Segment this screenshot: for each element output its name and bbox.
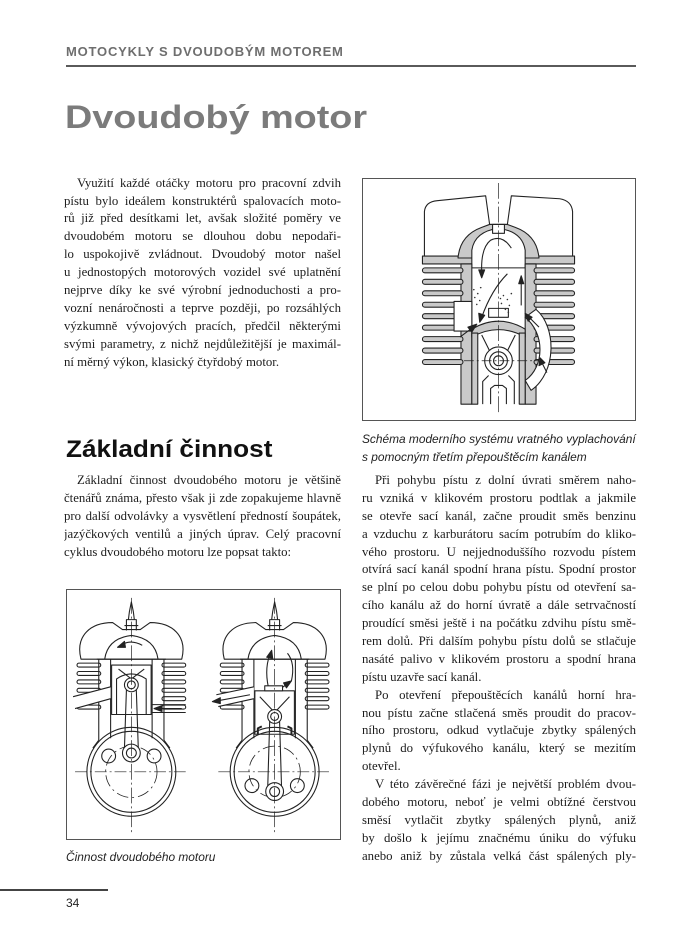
text-line: se plní po celou dobu pohybu pístu od otevření sa- [362,580,636,595]
text-line: ru vzniká v klikovém prostoru podtlak a jakmile [362,490,636,505]
paragraph [362,687,636,776]
text-line: cyklus dvoudobého motoru lze popsat takto: [64,544,292,559]
text-line: u jednostopých motorových vozidel své uplatnění [64,265,341,280]
text-line: nejprve díky ke své výrobní jednoduchosti a pro- [64,283,341,298]
text-line: cího kanálu až do horní úvratě a dále setrvačností [362,598,636,613]
figure-engine-operation [66,589,341,840]
text-line: ního prostoru, odkud vytlačuje zbytky spálených [362,723,636,738]
text-line: svými parametry, z nichž nejdůležitější je maximál- [64,336,341,351]
text-line: jazýčkových ventilů a jiných úprav. Celý pracovní [64,526,341,541]
page-title: Dvoudobý motor [65,99,368,135]
text-line: nou pístu začne stlačená směs proudit do pracov- [362,705,636,720]
figure-caption-operation: Činnost dvoudobého motoru [66,849,216,864]
text-line: pístu bylo ideálem konstruktérů spalovacích moto- [64,193,341,208]
paragraph [362,472,636,687]
engine-bdc-drawing [212,598,331,833]
intro-paragraph [64,175,341,372]
engine-tdc-drawing [73,598,188,833]
text-line: lo uspokojivě zvládnout. Dvoudobý motor našel [64,247,341,262]
text-line: Základní činnost dvoudobého motoru je většině [77,473,341,487]
text-line: pístu uzavře sací kanál. [362,669,482,684]
text-line: Využití každé otáčky motoru pro pracovní zdvih [77,175,341,190]
text-line: Při pohybu pístu z dolní úvrati směrem naho- [375,473,636,487]
text-line: se otevře sací kanál, začne proudit směs benzinu [362,508,636,523]
section-paragraph [64,472,341,561]
caption-line: s pomocným třetím přepouštěcím kanálem [362,449,587,464]
text-line: Po otevření přepouštěcích kanálů horní hra- [375,687,636,702]
cylinder-cross-section-drawing [363,179,634,419]
text-line: by došlo k jejímu značnému úniku do výfuku [362,830,636,845]
text-line: rů již před desítkami let, avšak složité poměry ve [64,211,341,226]
text-line: V této závěrečné fázi je největší problém dvou- [375,777,636,792]
text-line: a vzduchu z karburátoru sacím potrubím do kliko- [362,526,636,541]
caption-line: Schéma moderního systému vratného vyplachování [362,431,636,446]
running-header: MOTOCYKLY S DVOUDOBÝM MOTOREM [66,44,344,59]
figure-scavenging-diagram [362,178,636,421]
text-line: čtenářů známa, přesto však ji zde zopakujeme hlavně [64,490,341,505]
text-line: proudící směsi ještě i na počátku zdvihu pístu smě- [362,616,636,631]
text-line: dobého motoru, neboť je velmi obtížné čerstvou [362,795,636,810]
text-line: otevřel. [362,759,401,774]
footer-rule [0,889,108,891]
text-line: nasáté palivo v klikovém prostoru a spodní hrana [362,651,636,666]
engine-operation-drawing [67,590,339,838]
page-number: 34 [66,896,80,910]
figure-caption-scavenging [362,430,636,466]
right-column-text [362,472,636,866]
text-line: vého prostoru. U nejjednoduššího rozvodu pístem [362,544,636,559]
text-line: vozní nenáročnosti a teprve později, po rozsáhlých [64,300,341,315]
text-line: otvírá sací kanál spodní hrana pístu. Spodní prostor [362,562,636,577]
header-rule [66,65,636,67]
paragraph [362,776,636,865]
section-heading: Základní činnost [66,436,273,463]
text-line: anebo aniž by zůstala velká část spálených ply- [362,848,636,863]
text-line: výzkumně vývojových pracích, předčil některými [64,318,341,333]
text-line: směsí vytlačit zbytky spálených plynů, aniž [362,812,636,827]
text-line: dvoudobém motoru se dlouhou dobu nepodaři- [64,229,341,244]
text-line: rem dolů. Při dalším pohybu pístu dolů se stlačuje [362,634,636,649]
text-line: plynů do výfukového kanálu, který se mezitím [362,741,636,756]
text-line: pro další odvolávky a vysvětlení předností šoupátek, [64,508,341,523]
text-line: ní měrný výkon, klasický čtyřdobý motor. [64,354,280,369]
